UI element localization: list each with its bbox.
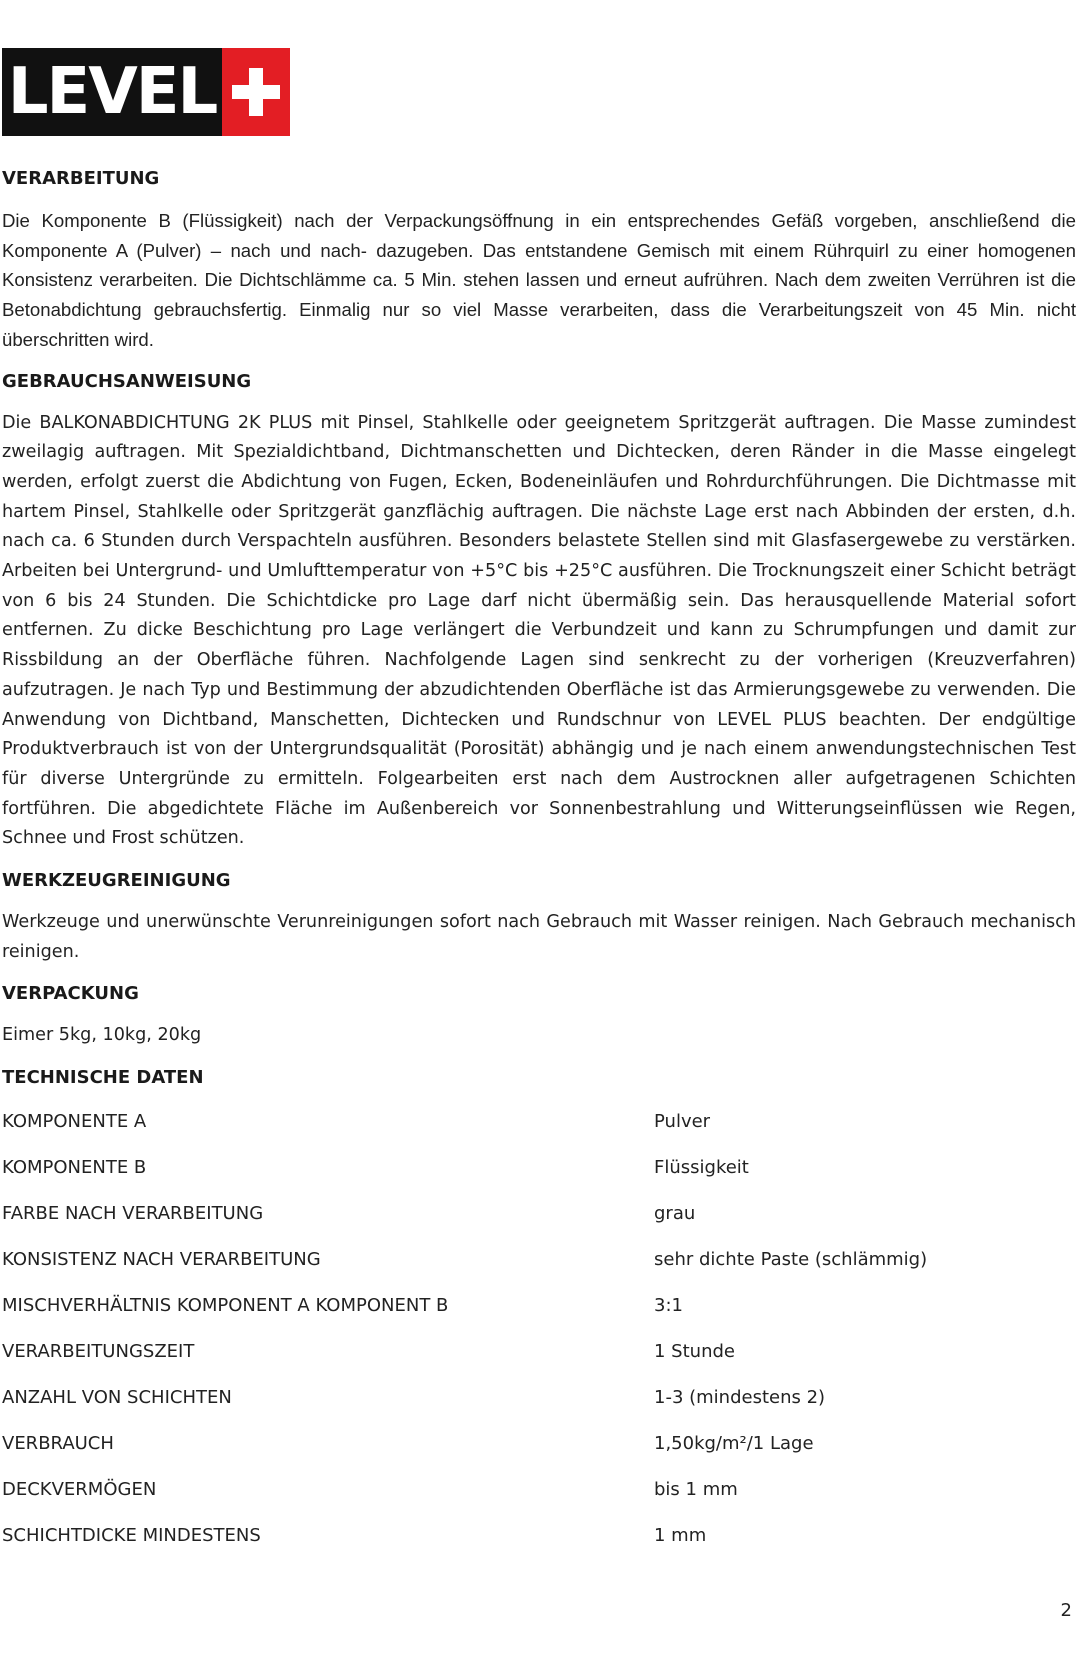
tech-label: KONSISTENZ NACH VERARBEITUNG — [2, 1249, 321, 1271]
section-heading-werkzeugreinigung: WERKZEUGREINIGUNG — [2, 870, 231, 892]
section-heading-verarbeitung: VERARBEITUNG — [2, 168, 160, 189]
section-text-verarbeitung: Die Komponente B (Flüssigkeit) nach der Verpackungsöffnung in ein entsprechendes Gefäß vorgeben, anschließend die Komponente A (Pulver) – nach und nach- dazugeben. Das entstandene Gemisch mit einem Rührquirl zu einer homogenen Konsistenz verarbeiten. Die Dichtschlämme ca. 5 Min. stehen lassen und erneut aufrühren. Nach dem zweiten Verrühren ist die Betonabdichtung gebrauchsfertig. Einmalig nur so viel Masse verarbeiten, dass die Verarbeitungszeit von 45 Min. nicht überschritten wird. — [2, 210, 1076, 350]
tech-value: Flüssigkeit — [654, 1157, 749, 1179]
technical-data-table — [2, 1109, 1076, 1569]
tech-value: 1-3 (mindestens 2) — [654, 1387, 826, 1409]
table-row — [2, 1339, 1076, 1385]
table-row — [2, 1523, 1076, 1569]
table-row — [2, 1201, 1076, 1247]
tech-label: VERARBEITUNGSZEIT — [2, 1341, 195, 1363]
tech-value: bis 1 mm — [654, 1479, 738, 1501]
plus-icon-vertical-bar — [249, 68, 263, 116]
tech-value: grau — [654, 1203, 696, 1225]
table-row — [2, 1385, 1076, 1431]
tech-label: KOMPONENTE A — [2, 1111, 147, 1133]
section-heading-gebrauchsanweisung: GEBRAUCHSANWEISUNG — [2, 370, 252, 392]
tech-label: FARBE NACH VERARBEITUNG — [2, 1203, 264, 1225]
table-row — [2, 1293, 1076, 1339]
tech-value: 1 Stunde — [654, 1341, 735, 1363]
table-row — [2, 1109, 1076, 1155]
page-number: 2 — [1060, 1600, 1072, 1621]
tech-value: 1,50kg/m²/1 Lage — [654, 1433, 814, 1455]
table-row — [2, 1155, 1076, 1201]
tech-value: 3:1 — [654, 1295, 683, 1317]
section-heading-technische-daten: TECHNISCHE DATEN — [2, 1067, 204, 1089]
tech-label: ANZAHL VON SCHICHTEN — [2, 1387, 232, 1409]
section-text-gebrauchsanweisung: Die BALKONABDICHTUNG 2K PLUS mit Pinsel, Stahlkelle oder geeignetem Spritzgerät auftragen. Die Masse zumindest zweilagig auftragen. Mit Spezialdichtband, Dichtmanschetten und Dichtecken, deren Ränder in die Masse eingelegt werden, erfolgt zuerst die Abdichtung von Fugen, Ecken, Bodeneinläufen und Rohrdurchführungen. Die Dichtmasse mit hartem Pinsel, Stahlkelle oder Spritzgerät ganzflächig auftragen. Die nächste Lage erst nach Abbinden der ersten, d.h. nach ca. 6 Stunden durch Verspachteln ausführen. Besonders belastete Stellen sind mit Glasfasergewebe zu verstärken. Arbeiten bei Untergrund- und Umlufttemperatur von +5°C bis +25°C ausführen. Die Trocknungszeit einer Schicht beträgt von 6 bis 24 Stunden. Die Schichtdicke pro Lage darf nicht übermäßig sein. Das herausquellende Material sofort entfernen. Zu dicke Beschichtung pro Lage verlängert die Verbundzeit und kann zu Schrumpfungen und damit zur Rissbildung an der Oberfläche führen. Nachfolgende Lagen sind senkrecht zu der vorherigen (Kreuzverfahren) aufzutragen. Je nach Typ und Bestimmung der abzudichtenden Oberfläche ist das Armierungsgewebe zu verwenden. Die Anwendung von Dichtband, Manschetten, Dichtecken und Rundschnur von LEVEL PLUS beachten. Der endgültige Produktverbrauch ist von der Untergrundsqualität (Porosität) abhängig und je nach einem anwendungstechnischen Test für diverse Untergründe zu ermitteln. Folgearbeiten erst nach dem Austrocknen aller aufgetragenen Schichten fortführen. Die abgedichtete Fläche im Außenbereich vor Sonnenbestrahlung und Witterungseinflüssen wie Regen, Schnee und Frost schützen. — [2, 412, 1076, 849]
table-row — [2, 1431, 1076, 1477]
tech-label: DECKVERMÖGEN — [2, 1479, 157, 1501]
tech-label: VERBRAUCH — [2, 1433, 114, 1455]
tech-label: KOMPONENTE B — [2, 1157, 147, 1179]
tech-label: MISCHVERHÄLTNIS KOMPONENT A KOMPONENT B — [2, 1295, 449, 1317]
tech-label: SCHICHTDICKE MINDESTENS — [2, 1525, 261, 1547]
section-text-werkzeugreinigung: Werkzeuge und unerwünschte Verunreinigungen sofort nach Gebrauch mit Wasser reinigen. Nach Gebrauch mechanisch reinigen. — [2, 912, 1076, 962]
level-plus-logo — [2, 48, 290, 136]
section-text-verpackung: Eimer 5kg, 10kg, 20kg — [2, 1025, 202, 1046]
tech-value: Pulver — [654, 1111, 711, 1133]
logo-wordmark: LEVEL — [2, 48, 222, 136]
table-row — [2, 1247, 1076, 1293]
plus-icon — [222, 48, 290, 136]
tech-value: 1 mm — [654, 1525, 707, 1547]
table-row — [2, 1477, 1076, 1523]
tech-value: sehr dichte Paste (schlämmig) — [654, 1249, 928, 1271]
document-content — [2, 166, 1076, 1569]
section-heading-verpackung: VERPACKUNG — [2, 983, 139, 1005]
